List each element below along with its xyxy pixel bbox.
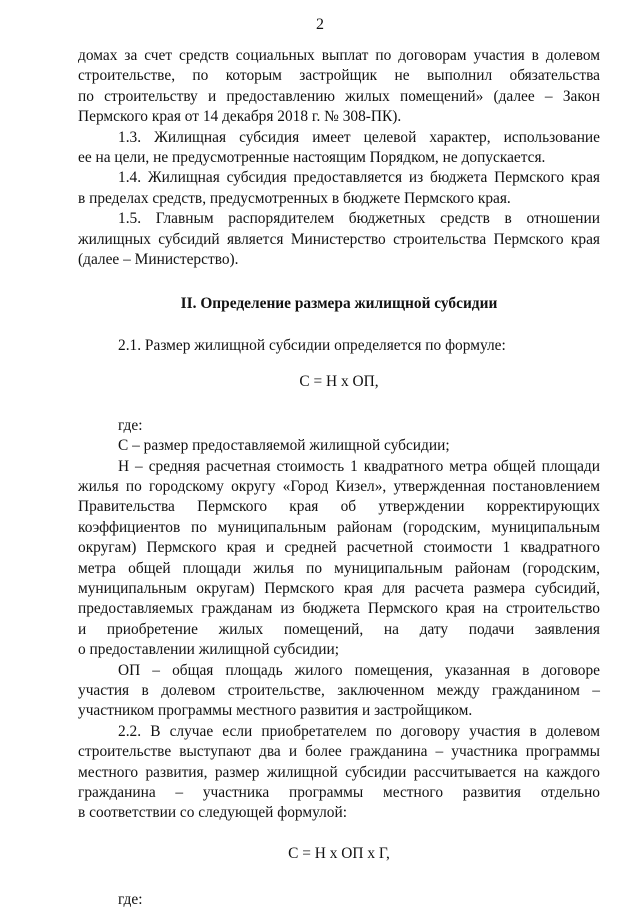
text-line: строительстве, по которым застройщик не выполнил обязательства	[78, 67, 600, 85]
text-line: предоставляемых гражданам из бюджета Пермского края на строительство	[78, 600, 600, 618]
text-line: коэффициентов по муниципальным районам (городским, муниципальным	[78, 518, 600, 536]
text-line: Правительства Пермского края об утверждении корректирующих	[78, 498, 600, 516]
paragraph-1-4	[78, 168, 600, 209]
text-line: 1.4. Жилищная субсидия предоставляется из бюджета Пермского края	[118, 169, 600, 187]
text-line: 2.2. В случае если приобретателем по договору участия в долевом	[118, 722, 600, 740]
text-line: строительстве выступают два и более гражданина – участника программы	[78, 743, 600, 761]
text-line: и приобретение жилых помещений, на дату подачи заявления	[78, 620, 600, 638]
page-number: 2	[316, 16, 324, 33]
text-line: местного развития, размер жилищной субсидии рассчитывается на каждого	[78, 763, 600, 781]
text-line: домах за счет средств социальных выплат по договорам участия в долевом	[78, 47, 600, 64]
text-line: метра общей площади жилья по муниципальным районам (городским,	[78, 559, 600, 577]
paragraph-2-1: 2.1. Размер жилищной субсидии определяется по формуле:	[118, 336, 506, 354]
text-line: жилищных субсидий является Министерство строительства Пермского края	[78, 230, 600, 248]
text-line: участия в долевом строительстве, заключенном между гражданином –	[78, 681, 600, 699]
text-line: Н – средняя расчетная стоимость 1 квадратного метра общей площади	[118, 457, 600, 475]
text-line: 1.3. Жилищная субсидия имеет целевой характер, использование	[118, 128, 600, 146]
text-line: участником программы местного развития и застройщиком.	[78, 702, 473, 720]
definition-c: С – размер предоставляемой жилищной субсидии;	[118, 437, 450, 455]
text-line: ОП – общая площадь жилого помещения, указанная в договоре	[118, 661, 600, 679]
text-line: 1.5. Главным распорядителем бюджетных средств в отношении	[118, 210, 600, 228]
formula-1: С = Н х ОП,	[299, 373, 379, 391]
where-label-2: где:	[118, 891, 143, 909]
text-line: муниципальным округам) Пермского края для расчета размера субсидий,	[78, 579, 600, 597]
text-line: округам) Пермского края и средней расчетной стоимости 1 квадратного	[78, 539, 600, 557]
text-line: жилья по городскому округу «Город Кизел», утвержденная постановлением	[78, 477, 600, 495]
definition-h	[78, 457, 600, 661]
paragraph-1-5	[78, 209, 600, 270]
text-line: гражданина – участника программы местного развития отдельно	[78, 784, 600, 801]
paragraph-2-2	[78, 722, 600, 824]
definition-op	[78, 661, 600, 722]
text-line: в соответствии со следующей формулой:	[78, 804, 348, 822]
where-label: где:	[118, 416, 143, 434]
text-line: о предоставлении жилищной субсидии;	[78, 641, 339, 659]
text-line: (далее – Министерство).	[78, 251, 239, 269]
section-heading: II. Определение размера жилищной субсидии	[180, 295, 498, 313]
intro-paragraph	[78, 46, 600, 128]
paragraph-1-3	[78, 128, 600, 169]
text-line: ее на цели, не предусмотренные настоящим Порядком, не допускается.	[78, 149, 546, 167]
text-line: по строительству и предоставлению жилых помещений» (далее – Закон	[78, 87, 600, 105]
document-body	[78, 46, 600, 911]
text-line: в пределах средств, предусмотренных в бюджете Пермского края.	[78, 189, 511, 207]
text-line: Пермского края от 14 декабря 2018 г. № 308-ПК).	[78, 108, 402, 126]
formula-2: С = Н х ОП х Г,	[288, 844, 390, 862]
